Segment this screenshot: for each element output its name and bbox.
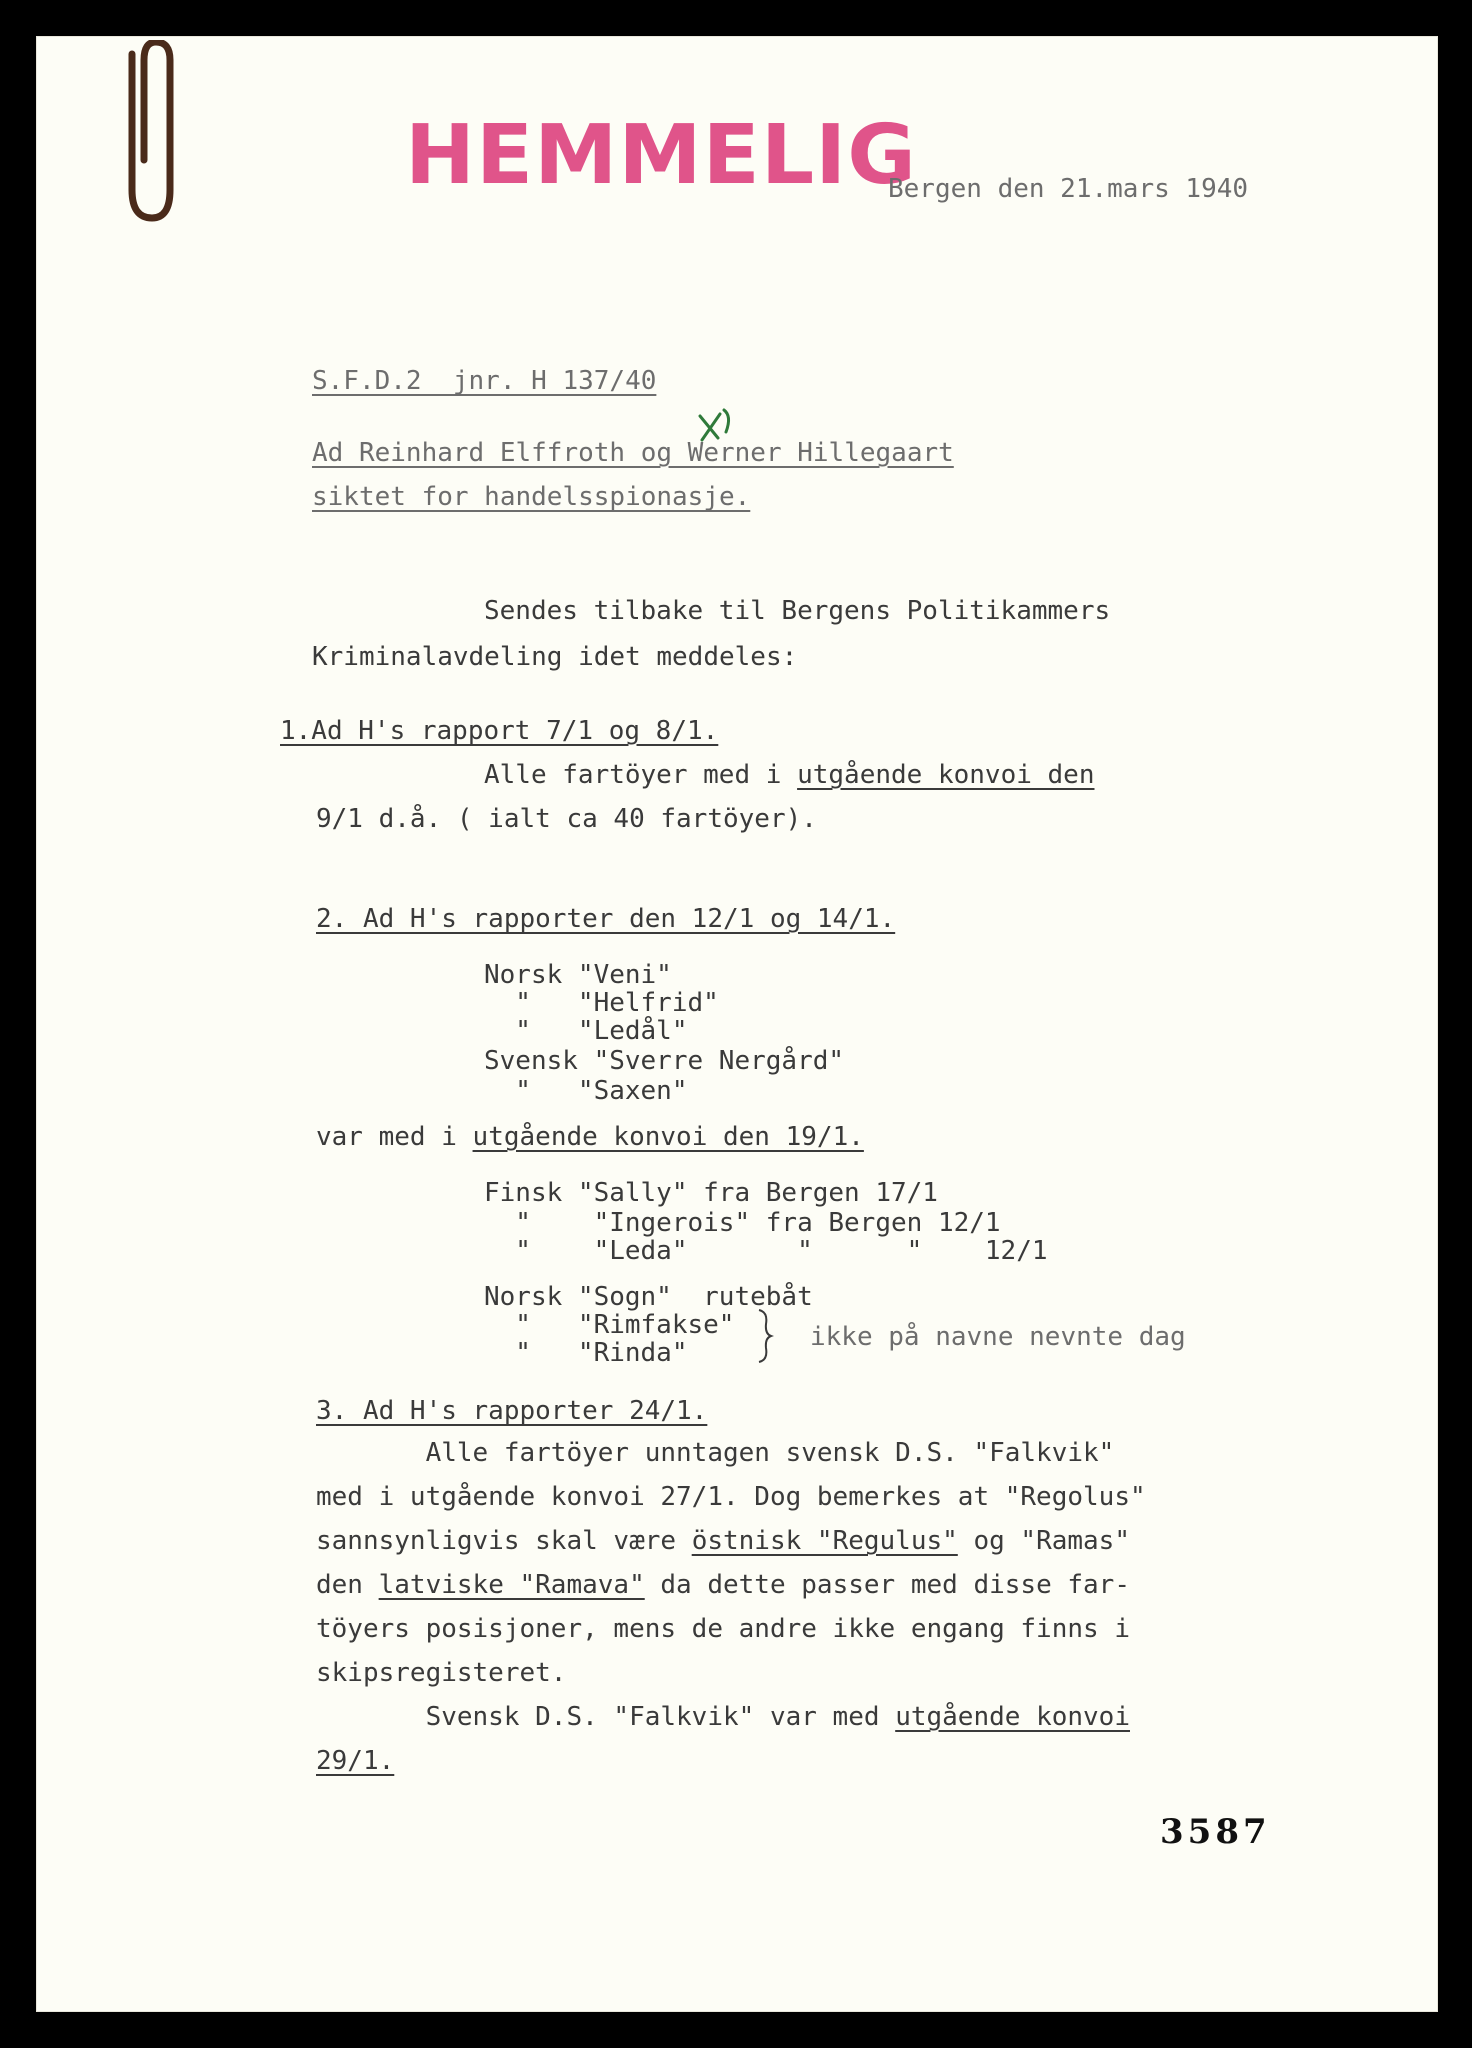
ship-list-b-1: Finsk "Sally" fra Bergen 17/1 [484,1178,938,1208]
ship-list-a-2: " "Helfrid" [484,988,719,1018]
handwritten-mark [692,404,742,450]
convoy-line: var med i utgående konvoi den 19/1. [316,1122,864,1152]
secret-stamp: HEMMELIG [404,108,917,203]
section-3-line-6: skipsregisteret. [316,1658,567,1688]
section-3-line-1: Alle fartöyer unntagen svensk D.S. "Falkvik" [316,1438,1115,1468]
intro-line-1: Sendes tilbake til Bergens Politikammers [484,596,1111,626]
ship-list-c-note: ikke på navne nevnte dag [810,1322,1186,1352]
intro-line-2: Kriminalavdeling idet meddeles: [312,642,798,672]
paper-clip-icon [118,40,178,230]
section-1-line-2: 9/1 d.å. ( ialt ca 40 fartöyer). [316,804,817,834]
brace-icon [756,1308,774,1364]
section-3-line-5: töyers posisjoner, mens de andre ikke engang finns i [316,1614,1130,1644]
section-3-line-3: sannsynligvis skal være östnisk "Regulus" og "Ramas" [316,1526,1130,1556]
section-1-heading: 1.Ad H's rapport 7/1 og 8/1. [280,716,719,746]
section-3-last-line-2: 29/1. [316,1746,395,1776]
ship-list-a-1: Norsk "Veni" [484,960,672,990]
date-line: Bergen den 21.mars 1940 [888,174,1249,204]
section-3-heading: 3. Ad H's rapporter 24/1. [316,1396,708,1426]
section-3-last-line: Svensk D.S. "Falkvik" var med utgående konvoi [316,1702,1130,1732]
section-3-line-2: med i utgående konvoi 27/1. Dog bemerkes at "Regolus" [316,1482,1146,1512]
subject-line-2: siktet for handelsspionasje. [312,482,751,512]
ship-list-b-2: " "Ingerois" fra Bergen 12/1 [484,1208,1001,1238]
ship-list-c-2: " "Rimfakse" [484,1310,735,1340]
ship-list-b-3: " "Leda" " " 12/1 [484,1236,1048,1266]
ship-list-c-3: " "Rinda" [484,1338,688,1368]
document-number: 3587 [1160,1812,1271,1852]
section-3-line-4: den latviske "Ramava" da dette passer med disse far- [316,1570,1130,1600]
ship-list-c-1: Norsk "Sogn" rutebåt [484,1282,813,1312]
ship-list-a-4: Svensk "Sverre Nergård" [484,1046,845,1076]
ship-list-a-3: " "Ledål" [484,1016,688,1046]
ship-list-a-5: " "Saxen" [484,1076,688,1106]
journal-reference: S.F.D.2 jnr. H 137/40 [312,366,657,396]
section-1-line-1: Alle fartöyer med i utgående konvoi den [484,760,1095,790]
section-2-heading: 2. Ad H's rapporter den 12/1 og 14/1. [316,904,896,934]
subject-line-1: Ad Reinhard Elffroth og Werner Hillegaart [312,438,954,468]
